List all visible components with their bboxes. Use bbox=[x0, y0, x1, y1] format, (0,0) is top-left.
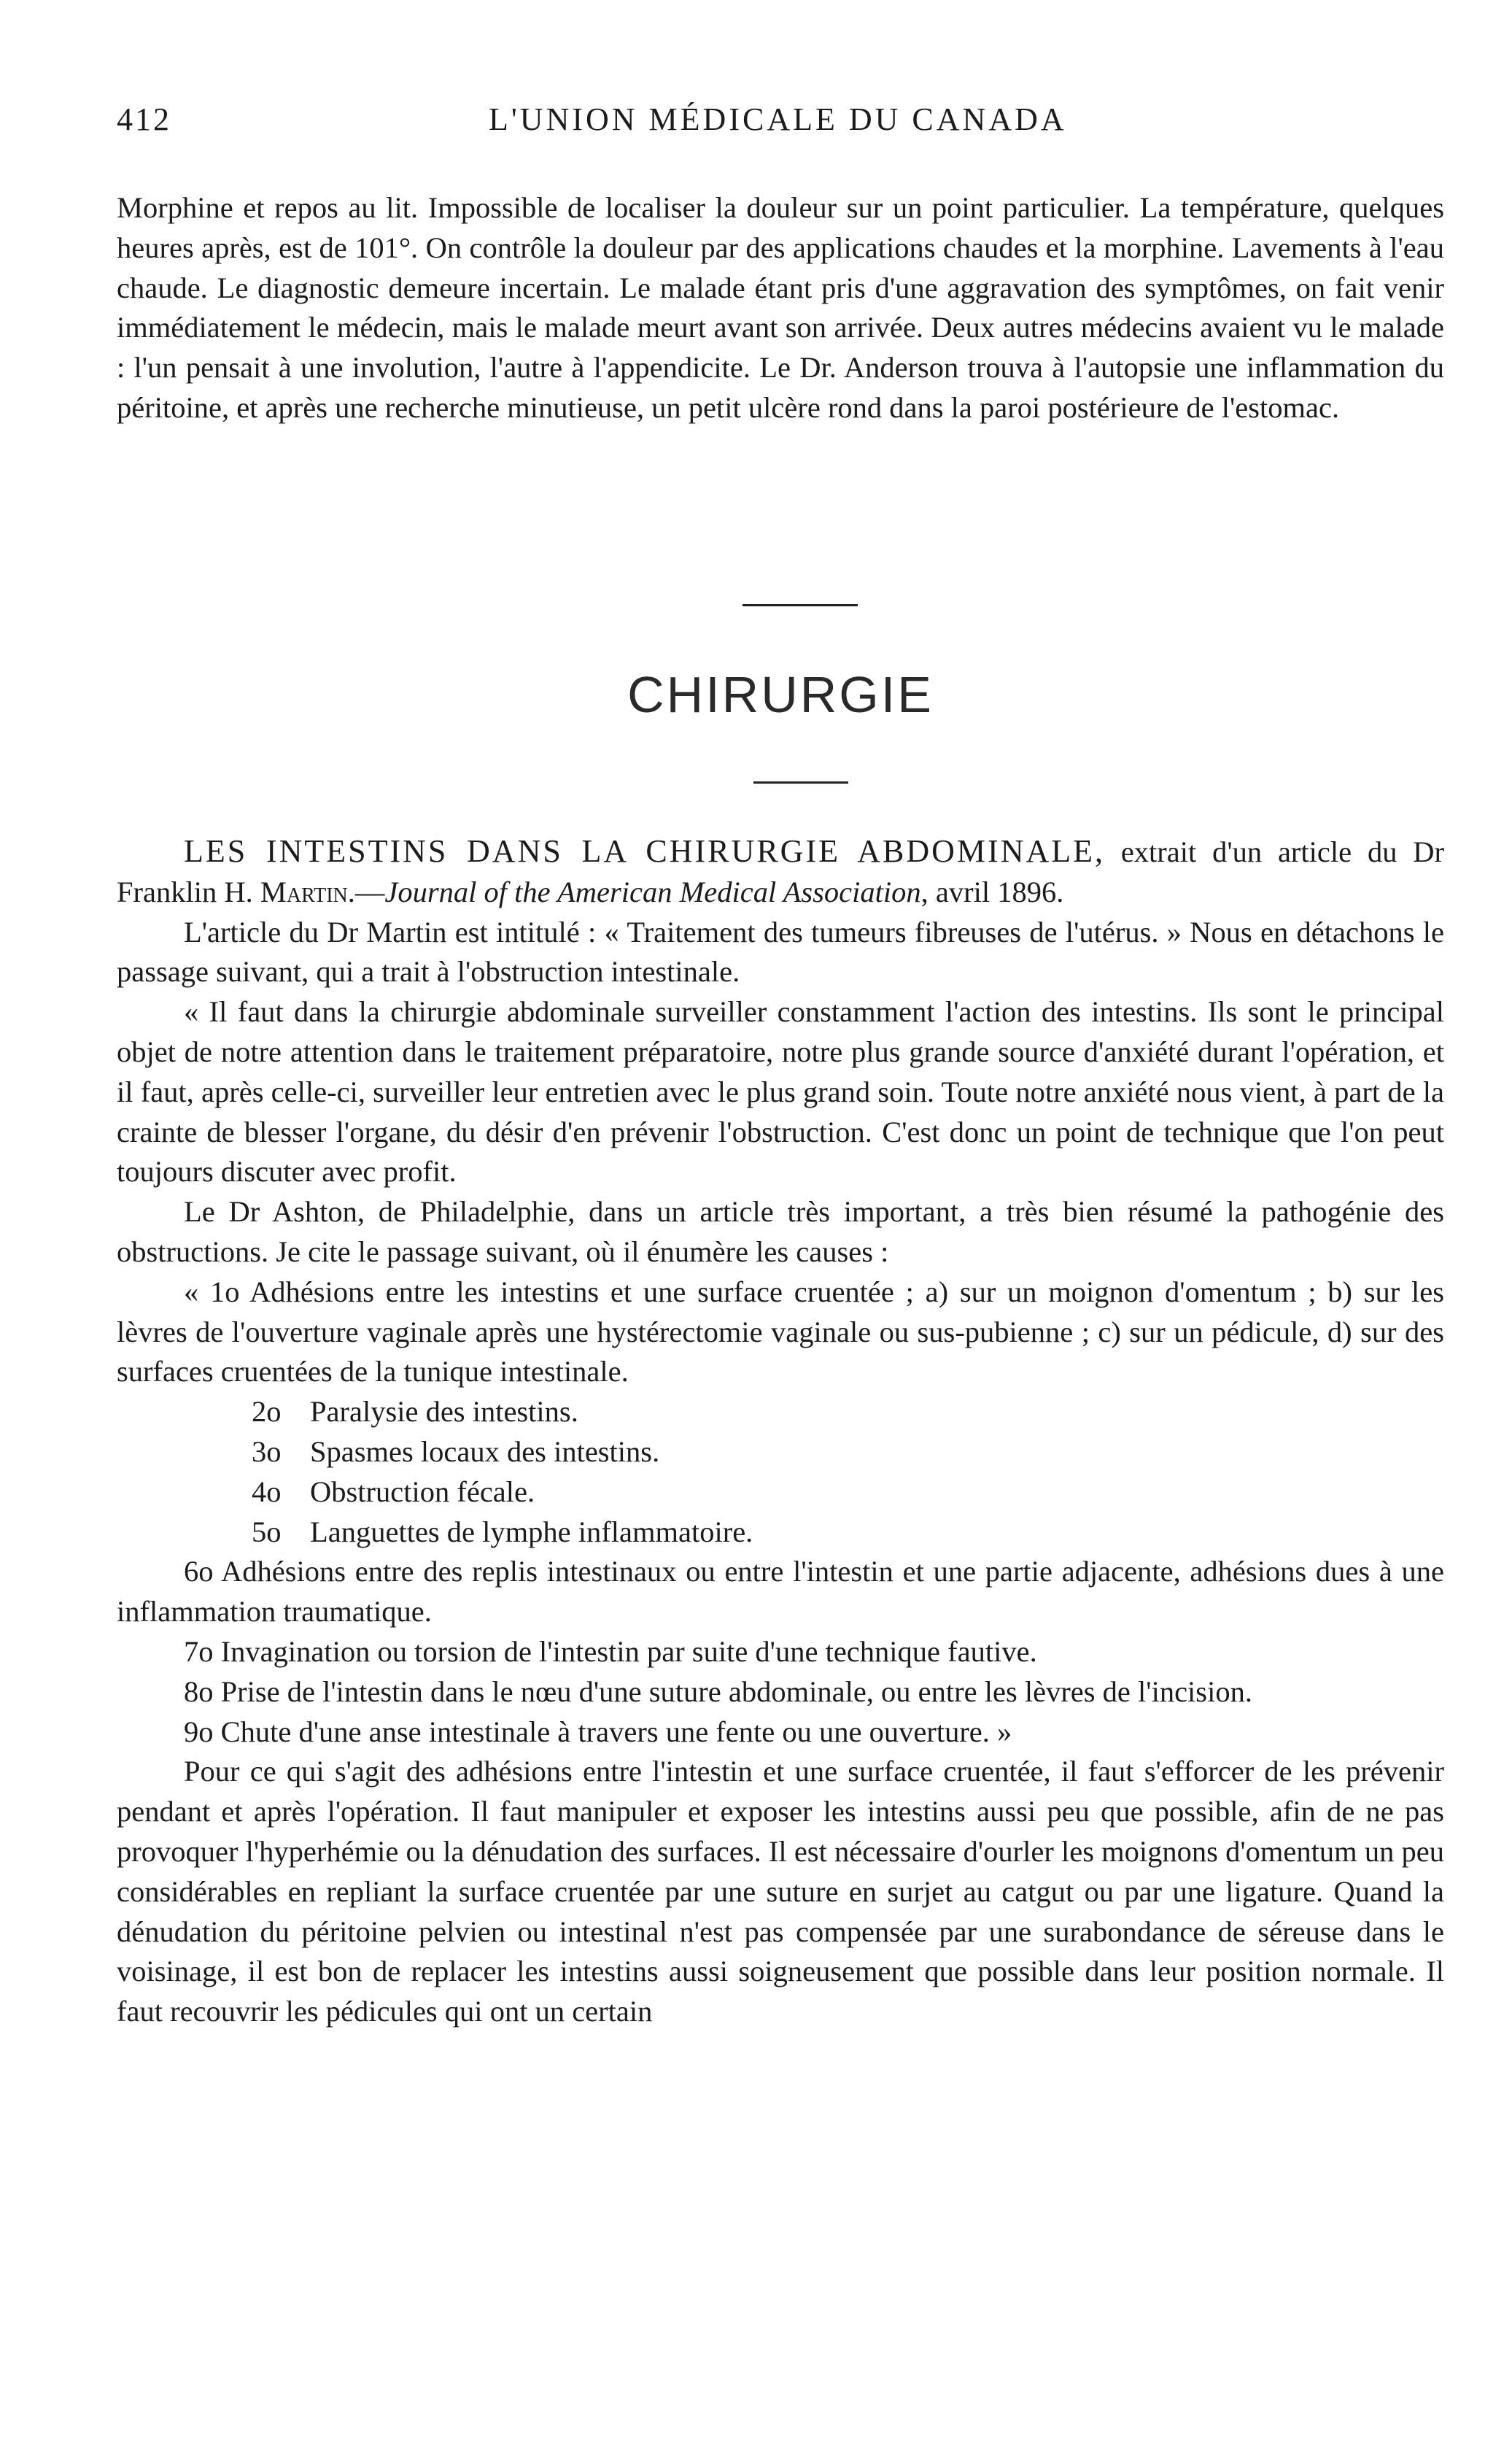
article-paragraph: Le Dr Ashton, de Philadelphie, dans un article très important, a très bien résumé la pathogénie des obstructions. Je cite le passage suivant, où il énumère les causes : bbox=[117, 1195, 1444, 1268]
cause-number: 6o bbox=[184, 1555, 214, 1588]
cause-text: Obstruction fécale. bbox=[310, 1475, 535, 1508]
section-divider-top bbox=[743, 604, 858, 606]
article-citation bbox=[117, 832, 1444, 913]
citation-dash: .— bbox=[347, 875, 385, 908]
cause-text: Paralysie des intestins. bbox=[310, 1395, 578, 1429]
citation-date: , avril 1896. bbox=[920, 875, 1064, 908]
article-paragraph: L'article du Dr Martin est intitulé : « Traitement des tumeurs fibreuses de l'utérus. » Nous en détachons le passage suivant, qui a trait à l'obstruction intestinale. bbox=[117, 915, 1444, 989]
continued-text: Morphine et repos au lit. Impossible de localiser la douleur sur un point particulier. La température, quelques heures après, est de 101°. On contrôle la douleur par des applications chaudes et la morphine. Lavements à l'eau chaude. Le diagnostic demeure incertain. Le malade étant pris d'une aggravation des symptômes, on fait venir immédiatement le médecin, mais le malade meurt avant son arrivée. Deux autres médecins avaient vu le malade : l'un pensait à une involution, l'autre à l'appendicite. Le Dr. Anderson trouva à l'autopsie une inflammation du péritoine, et après une recherche minutieuse, un petit ulcère rond dans la paroi postérieure de l'estomac. bbox=[117, 191, 1444, 424]
page-number: 412 bbox=[117, 101, 171, 137]
article bbox=[117, 832, 1444, 2032]
cause-item bbox=[117, 1392, 1444, 1432]
article-paragraph: Pour ce qui s'agit des adhésions entre l'intestin et une surface cruentée, il faut s'efforcer de les prévenir pendant et après l'opération. Il faut manipuler et exposer les intestins aussi peu que possible, afin de ne pas provoquer l'hyperhémie ou la dénudation des surfaces. Il est nécessaire d'ourler les moignons d'omentum un peu considérables en repliant la surface cruentée par une suture en surjet au catgut ou par une ligature. Quand la dénudation du péritoine pelvien ou intestinal n'est pas compensée par une surabondance de séreuse dans le voisinage, il est bon de replacer les intestins aussi soigneusement que possible dans leur position normale. Il faut recouvrir les pédicules qui ont un certain bbox=[117, 1755, 1444, 2028]
cause-text: Invagination ou torsion de l'intestin par suite d'une technique fautive. bbox=[220, 1634, 1037, 1668]
article-paragraph: « Il faut dans la chirurgie abdominale surveiller constamment l'action des intestins. Ils sont le principal objet de notre attention dans le traitement préparatoire, notre plus grande source d'anxiété durant l'opération, et il faut, après celle-ci, surveiller leur entretien avec le plus grand soin. Toute notre anxiété nous vient, à part de la crainte de blesser l'organe, du désir d'en prévenir l'obstruction. C'est donc un point de technique que l'on peut toujours discuter avec profit. bbox=[117, 995, 1444, 1189]
causes-list bbox=[117, 1272, 1444, 1753]
citation-intro: extrait d'un article du Dr Franklin H. bbox=[117, 835, 1444, 908]
cause-item bbox=[117, 1552, 1444, 1632]
cause-number: 5o bbox=[252, 1515, 282, 1548]
continued-paragraph bbox=[117, 188, 1444, 428]
section-heading: CHIRURGIE bbox=[627, 666, 934, 723]
cause-number: 2o bbox=[252, 1395, 282, 1429]
cause-number: « 1o bbox=[184, 1275, 240, 1308]
cause-item bbox=[117, 1672, 1444, 1712]
cause-number: 3o bbox=[252, 1434, 282, 1468]
cause-text: Chute d'une anse intestinale à travers une fente ou une ouverture. » bbox=[220, 1715, 1012, 1748]
cause-item bbox=[117, 1632, 1444, 1672]
cause-text: Spasmes locaux des intestins. bbox=[310, 1434, 660, 1468]
cause-text: Adhésions entre les intestins et une surface cruentée ; a) sur un moignon d'omentum ; b) sur les lèvres de l'ouverture vaginale après une hystérectomie vaginale ou sus-pubienne ; c) sur un pédicule, d) sur des surfaces cruentées de la tunique intestinale. bbox=[117, 1275, 1445, 1388]
cause-item bbox=[117, 1472, 1444, 1512]
citation-journal: Journal of the American Medical Association bbox=[384, 875, 921, 908]
cause-item bbox=[117, 1272, 1444, 1392]
citation-author: Martin bbox=[260, 875, 348, 908]
journal-title: L'UNION MÉDICALE DU CANADA bbox=[489, 101, 1067, 137]
cause-number: 4o bbox=[252, 1475, 282, 1508]
running-head bbox=[117, 101, 1444, 144]
cause-item bbox=[117, 1512, 1444, 1553]
article-title: LES INTESTINS DANS LA CHIRURGIE ABDOMINALE, bbox=[184, 833, 1106, 869]
section-divider-bottom bbox=[753, 781, 848, 784]
cause-text: Prise de l'intestin dans le nœu d'une suture abdominale, ou entre les lèvres de l'incision. bbox=[220, 1674, 1252, 1708]
cause-number: 8o bbox=[184, 1674, 214, 1708]
cause-text: Languettes de lymphe inflammatoire. bbox=[310, 1515, 753, 1548]
cause-number: 7o bbox=[184, 1634, 214, 1668]
cause-item bbox=[117, 1432, 1444, 1472]
cause-text: Adhésions entre des replis intestinaux ou entre l'intestin et une partie adjacente, adhésions dues à une inflammation traumatique. bbox=[117, 1555, 1445, 1629]
cause-item bbox=[117, 1712, 1444, 1753]
cause-number: 9o bbox=[184, 1715, 214, 1748]
